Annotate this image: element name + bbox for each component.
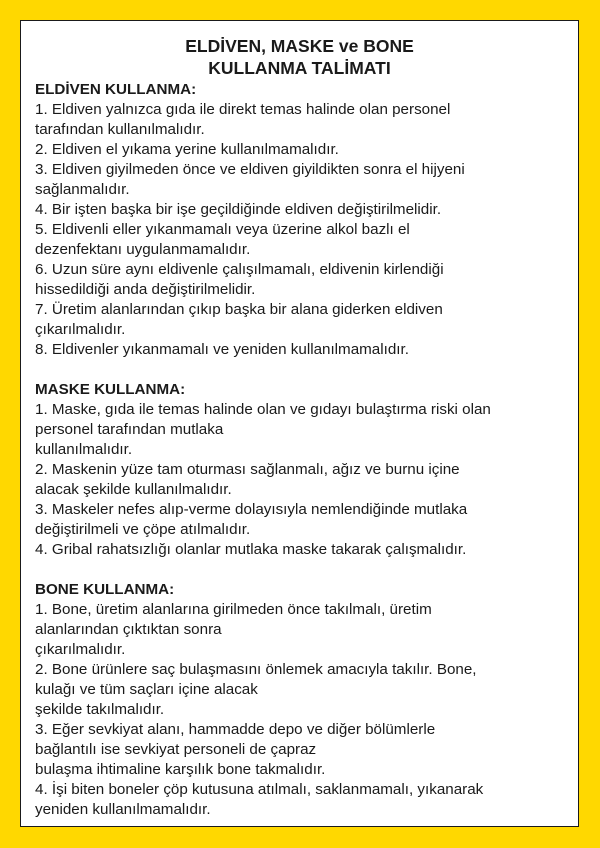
list-line: hissedildiği anda değiştirilmelidir.: [35, 281, 256, 298]
list-line: dezenfektanı uygulanmamalıdır.: [35, 241, 251, 258]
list-line: 3. Maskeler nefes alıp-verme dolayısıyla nemlendiğinde mutlaka: [35, 501, 468, 518]
list-line: kulağı ve tüm saçları içine alacak: [35, 681, 258, 698]
list-line: 2. Eldiven el yıkama yerine kullanılmamalıdır.: [35, 141, 339, 158]
list-line: kullanılmalıdır.: [35, 441, 133, 458]
section-heading-bone: BONE KULLANMA:: [35, 581, 175, 598]
page-title: [21, 35, 578, 79]
list-line: yeniden kullanılmamalıdır.: [35, 801, 211, 818]
list-line: 2. Bone ürünlere saç bulaşmasını önlemek amacıyla takılır. Bone,: [35, 661, 477, 678]
list-line: 1. Eldiven yalnızca gıda ile direkt temas halinde olan personel: [35, 101, 451, 118]
instruction-panel: [20, 20, 579, 827]
list-line: alacak şekilde kullanılmalıdır.: [35, 481, 232, 498]
list-line: çıkarılmalıdır.: [35, 321, 126, 338]
list-line: bağlantılı ise sevkiyat personeli de çapraz: [35, 741, 317, 758]
list-line: çıkarılmalıdır.: [35, 641, 126, 658]
list-line: 3. Eldiven giyilmeden önce ve eldiven giyildikten sonra el hijyeni: [35, 161, 465, 178]
list-line: 7. Üretim alanlarından çıkıp başka bir alana giderken eldiven: [35, 301, 443, 318]
title-line-1: ELDİVEN, MASKE ve BONE: [185, 36, 414, 56]
list-line: 8. Eldivenler yıkanmamalı ve yeniden kullanılmamalıdır.: [35, 341, 409, 358]
list-line: 4. İşi biten boneler çöp kutusuna atılmalı, saklanmamalı, yıkanarak: [35, 781, 484, 798]
list-line: 6. Uzun süre aynı eldivenle çalışılmamalı, eldivenin kirlendiği: [35, 261, 444, 278]
section-heading-maske: MASKE KULLANMA:: [35, 381, 186, 398]
list-line: sağlanmalıdır.: [35, 181, 130, 198]
list-line: 2. Maskenin yüze tam oturması sağlanmalı, ağız ve burnu içine: [35, 461, 460, 478]
list-line: tarafından kullanılmalıdır.: [35, 121, 205, 138]
list-line: 5. Eldivenli eller yıkanmamalı veya üzerine alkol bazlı el: [35, 221, 410, 238]
section-bone: [35, 600, 568, 820]
section-maske: [35, 400, 568, 560]
list-line: alanlarından çıktıktan sonra: [35, 621, 222, 638]
list-line: 4. Bir işten başka bir işe geçildiğinde eldiven değiştirilmelidir.: [35, 201, 442, 218]
list-line: bulaşma ihtimaline karşılık bone takmalıdır.: [35, 761, 326, 778]
list-line: değiştirilmeli ve çöpe atılmalıdır.: [35, 521, 251, 538]
list-line: 1. Maske, gıda ile temas halinde olan ve gıdayı bulaştırma riski olan: [35, 401, 491, 418]
section-heading-eldiven: ELDİVEN KULLANMA:: [35, 81, 197, 98]
list-line: personel tarafından mutlaka: [35, 421, 224, 438]
list-line: şekilde takılmalıdır.: [35, 701, 165, 718]
title-line-2: KULLANMA TALİMATI: [208, 58, 391, 78]
list-line: 4. Gribal rahatsızlığı olanlar mutlaka maske takarak çalışmalıdır.: [35, 541, 467, 558]
instruction-content: [35, 80, 568, 820]
section-spacer: [35, 360, 568, 380]
list-line: 1. Bone, üretim alanlarına girilmeden önce takılmalı, üretim: [35, 601, 432, 618]
section-eldiven: [35, 100, 568, 360]
section-spacer: [35, 560, 568, 580]
list-line: 3. Eğer sevkiyat alanı, hammadde depo ve diğer bölümlerle: [35, 721, 436, 738]
